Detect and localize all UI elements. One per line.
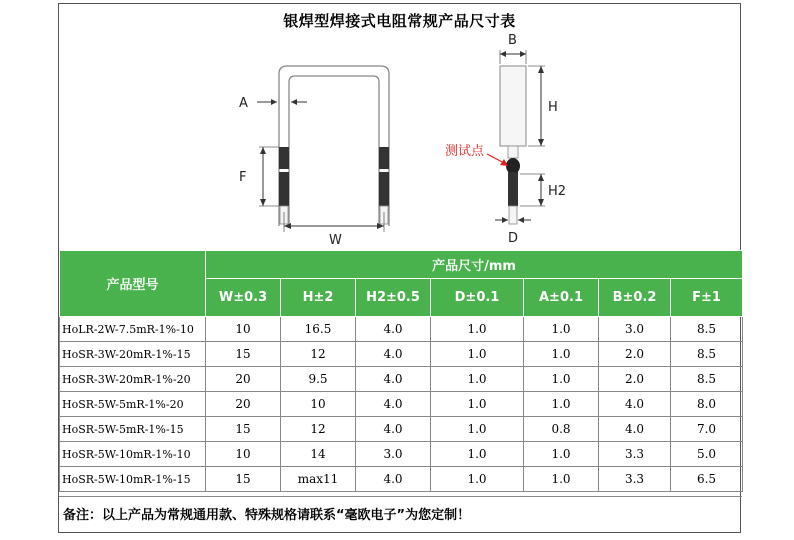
value-cell: 14 [281,442,356,467]
value-cell: 0.8 [524,417,599,442]
label-b: B [508,33,517,48]
label-a: A [239,96,248,111]
value-cell: 1.0 [431,467,524,492]
model-cell: HoSR-5W-10mR-1%-15 [60,467,206,492]
value-cell: 15 [206,342,281,367]
value-cell: 1.0 [431,367,524,392]
test-point-label: 测试点 [445,144,485,159]
model-cell: HoLR-2W-7.5mR-1%-10 [60,317,206,342]
value-cell: 9.5 [281,367,356,392]
table-row [60,367,743,392]
value-cell: 3.3 [599,442,671,467]
model-cell: HoSR-3W-20mR-1%-20 [60,367,206,392]
value-cell: 8.5 [671,367,743,392]
value-cell: 1.0 [524,467,599,492]
col-h-header: H±2 [281,279,356,317]
resistor-diagram [59,4,742,249]
value-cell: 4.0 [356,367,431,392]
table-row [60,442,743,467]
col-b-header: B±0.2 [599,279,671,317]
table-row [60,317,743,342]
value-cell: 10 [206,317,281,342]
model-cell: HoSR-5W-5mR-1%-20 [60,392,206,417]
value-cell: 12 [281,417,356,442]
value-cell: 2.0 [599,367,671,392]
value-cell: 1.0 [431,417,524,442]
value-cell: 1.0 [524,367,599,392]
table-row [60,342,743,367]
model-cell: HoSR-5W-10mR-1%-10 [60,442,206,467]
table-row [60,417,743,442]
footnote: 备注：以上产品为常规通用款、特殊规格请联系“毫欧电子”为您定制！ [59,496,742,533]
value-cell: 3.0 [599,317,671,342]
value-cell: 10 [281,392,356,417]
value-cell: 8.5 [671,317,743,342]
page-title: 银焊型焊接式电阻常规产品尺寸表 [283,12,516,30]
value-cell: 4.0 [599,392,671,417]
front-view [239,66,389,248]
label-w: W [329,233,342,248]
spec-sheet [58,3,741,533]
value-cell: 4.0 [356,342,431,367]
value-cell: 1.0 [431,317,524,342]
model-cell: HoSR-5W-5mR-1%-15 [60,417,206,442]
product-model-header: 产品型号 [60,251,206,317]
value-cell: 8.5 [671,342,743,367]
value-cell: 3.0 [356,442,431,467]
size-table [59,250,743,492]
value-cell: 4.0 [356,317,431,342]
label-h2: H2 [548,184,567,199]
value-cell: 1.0 [431,392,524,417]
col-a-header: A±0.1 [524,279,599,317]
table-row [60,467,743,492]
value-cell: 4.0 [356,417,431,442]
label-d: D [508,231,519,246]
value-cell: 5.0 [671,442,743,467]
side-view [445,33,566,246]
value-cell: 1.0 [524,392,599,417]
size-header: 产品尺寸/mm [206,251,743,279]
table-row [60,392,743,417]
value-cell: 2.0 [599,342,671,367]
value-cell: 1.0 [524,317,599,342]
label-h: H [548,100,558,115]
value-cell: 8.0 [671,392,743,417]
value-cell: 15 [206,417,281,442]
value-cell: 7.0 [671,417,743,442]
value-cell: 12 [281,342,356,367]
value-cell: 1.0 [431,342,524,367]
label-f: F [239,170,247,185]
value-cell: 4.0 [356,392,431,417]
col-w-header: W±0.3 [206,279,281,317]
value-cell: 20 [206,392,281,417]
value-cell: 4.0 [356,467,431,492]
model-cell: HoSR-3W-20mR-1%-15 [60,342,206,367]
value-cell: 4.0 [599,417,671,442]
col-d-header: D±0.1 [431,279,524,317]
value-cell: 20 [206,367,281,392]
value-cell: 1.0 [431,442,524,467]
col-f-header: F±1 [671,279,743,317]
value-cell: 6.5 [671,467,743,492]
value-cell: 1.0 [524,442,599,467]
col-h2-header: H2±0.5 [356,279,431,317]
value-cell: 1.0 [524,342,599,367]
value-cell: 3.3 [599,467,671,492]
value-cell: 15 [206,467,281,492]
value-cell: 10 [206,442,281,467]
value-cell: 16.5 [281,317,356,342]
value-cell: max11 [281,467,356,492]
